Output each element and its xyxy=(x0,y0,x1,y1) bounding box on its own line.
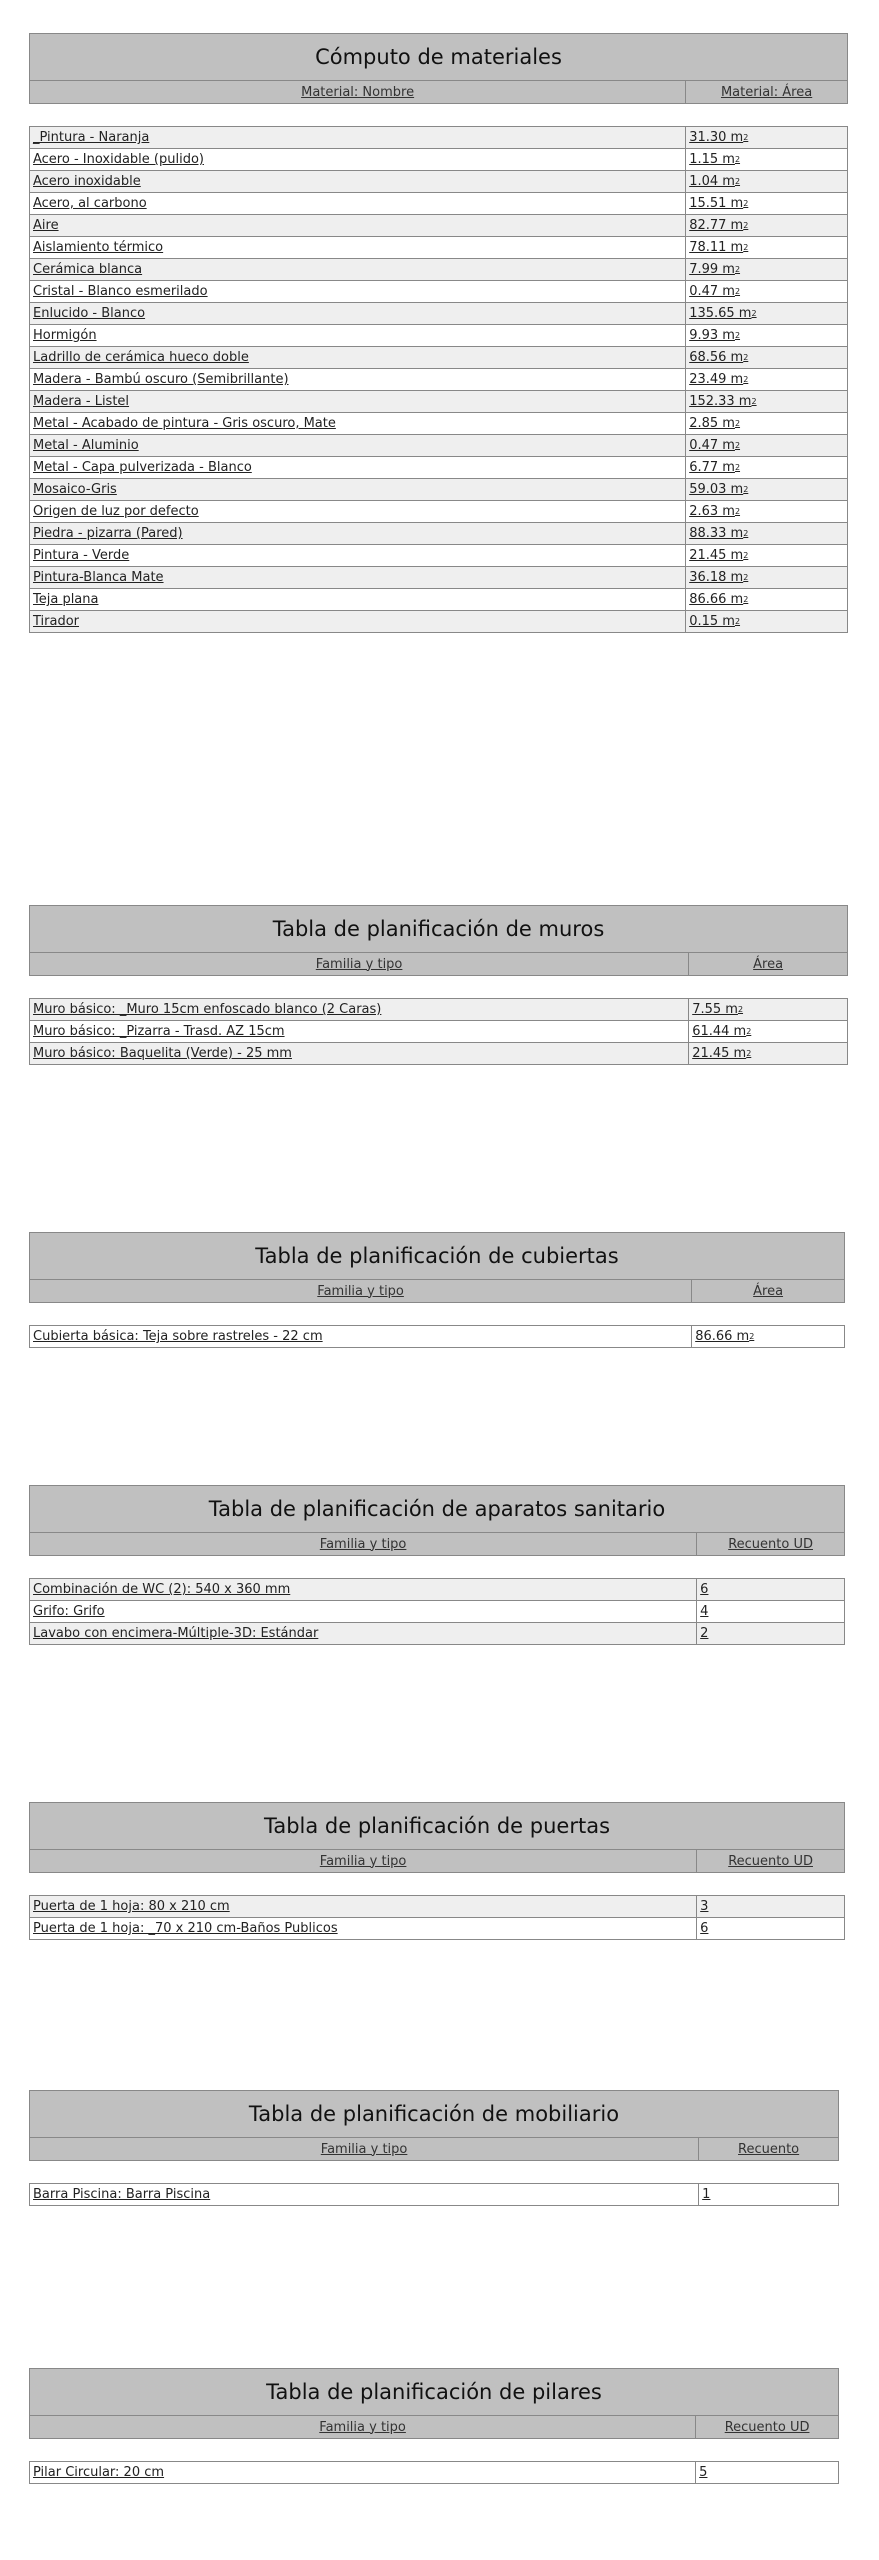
cell-name[interactable]: Lavabo con encimera-Múltiple-3D: Estándar xyxy=(33,1626,319,1641)
cell-value[interactable]: 82.77 m 2 xyxy=(685,215,847,236)
cell-value[interactable]: 31.30 m 2 xyxy=(685,127,847,148)
column-header-name[interactable]: Material: Nombre xyxy=(301,84,415,100)
table-row[interactable] xyxy=(30,435,847,457)
cell-name[interactable]: Teja plana xyxy=(33,592,99,607)
table-row[interactable] xyxy=(30,1896,844,1918)
cell-name[interactable]: Combinación de WC (2): 540 x 360 mm xyxy=(33,1582,291,1597)
schedule-rows xyxy=(29,2183,839,2206)
table-row[interactable] xyxy=(30,2184,838,2206)
cell-name[interactable]: Cubierta básica: Teja sobre rastreles - 22 cm xyxy=(33,1329,323,1344)
column-header-value[interactable]: Material: Área xyxy=(685,81,847,103)
schedule-doors xyxy=(29,1802,845,1940)
cell-name[interactable]: Acero, al carbono xyxy=(33,196,147,211)
cell-value[interactable]: 2.85 m 2 xyxy=(685,413,847,434)
cell-name[interactable]: Grifo: Grifo xyxy=(33,1604,105,1619)
cell-value[interactable]: 0.47 m 2 xyxy=(685,435,847,456)
table-row[interactable] xyxy=(30,2462,838,2484)
cell-value[interactable]: 78.11 m 2 xyxy=(685,237,847,258)
cell-value[interactable]: 135.65 m 2 xyxy=(685,303,847,324)
column-header-value[interactable]: Área xyxy=(691,1280,844,1302)
schedule-plumbing xyxy=(29,1485,845,1645)
cell-value[interactable]: 6.77 m 2 xyxy=(685,457,847,478)
cell-value[interactable]: 21.45 m 2 xyxy=(688,1043,847,1064)
schedule-header xyxy=(29,2138,839,2161)
schedule-rows xyxy=(29,1325,845,1348)
table-row[interactable] xyxy=(30,1579,844,1601)
cell-value[interactable]: 2 xyxy=(696,1623,844,1644)
schedule-rows xyxy=(29,1578,845,1645)
cell-name[interactable]: Origen de luz por defecto xyxy=(33,504,199,519)
table-row[interactable] xyxy=(30,1601,844,1623)
schedule-furniture xyxy=(29,2090,839,2206)
cell-value[interactable]: 6 xyxy=(696,1579,844,1600)
cell-name[interactable]: Tirador xyxy=(33,614,80,629)
cell-name[interactable]: Puerta de 1 hoja: _70 x 210 cm-Baños Publicos xyxy=(33,1921,338,1936)
schedule-title: Tabla de planificación de mobiliario xyxy=(29,2090,839,2138)
column-header-value[interactable]: Recuento UD xyxy=(695,2416,838,2438)
column-header-value[interactable]: Recuento UD xyxy=(696,1533,844,1555)
table-row[interactable] xyxy=(30,1326,844,1348)
table-row[interactable] xyxy=(30,347,847,369)
column-header-value[interactable]: Recuento UD xyxy=(696,1850,844,1872)
table-row[interactable] xyxy=(30,589,847,611)
table-row[interactable] xyxy=(30,193,847,215)
schedule-header xyxy=(29,81,848,104)
cell-value[interactable]: 36.18 m 2 xyxy=(685,567,847,588)
cell-value[interactable]: 1.15 m 2 xyxy=(685,149,847,170)
schedule-title: Tabla de planificación de pilares xyxy=(29,2368,839,2416)
cell-value[interactable]: 4 xyxy=(696,1601,844,1622)
cell-name[interactable]: Metal - Capa pulverizada - Blanco xyxy=(33,460,252,475)
cell-value[interactable]: 152.33 m 2 xyxy=(685,391,847,412)
column-header-name[interactable]: Familia y tipo xyxy=(315,956,403,972)
table-row[interactable] xyxy=(30,1623,844,1645)
column-header-name[interactable]: Familia y tipo xyxy=(319,1536,407,1552)
cell-name[interactable]: Muro básico: _Muro 15cm enfoscado blanco (2 Caras) xyxy=(33,1002,382,1017)
cell-value[interactable]: 21.45 m 2 xyxy=(685,545,847,566)
cell-value[interactable]: 86.66 m 2 xyxy=(691,1326,844,1347)
cell-value[interactable]: 6 xyxy=(696,1918,844,1939)
cell-name[interactable]: Acero - Inoxidable (pulido) xyxy=(33,152,204,167)
schedule-header xyxy=(29,2416,839,2439)
cell-name[interactable]: Madera - Listel xyxy=(33,394,130,409)
schedule-rows xyxy=(29,998,848,1065)
cell-name[interactable]: Piedra - pizarra (Pared) xyxy=(33,526,183,541)
column-header-name[interactable]: Familia y tipo xyxy=(319,1853,407,1869)
table-row[interactable] xyxy=(30,325,847,347)
cell-value[interactable]: 88.33 m 2 xyxy=(685,523,847,544)
schedule-title: Tabla de planificación de cubiertas xyxy=(29,1232,845,1280)
cell-value[interactable]: 15.51 m 2 xyxy=(685,193,847,214)
table-row[interactable] xyxy=(30,413,847,435)
schedule-header xyxy=(29,1533,845,1556)
table-row[interactable] xyxy=(30,1918,844,1940)
schedule-rows xyxy=(29,2461,839,2484)
cell-name[interactable]: Pilar Circular: 20 cm xyxy=(33,2465,165,2480)
cell-name[interactable]: Acero inoxidable xyxy=(33,174,141,189)
table-row[interactable] xyxy=(30,303,847,325)
table-row[interactable] xyxy=(30,567,847,589)
column-header-name[interactable]: Familia y tipo xyxy=(320,2141,408,2157)
schedule-title: Tabla de planificación de muros xyxy=(29,905,848,953)
cell-name[interactable]: Metal - Acabado de pintura - Gris oscuro, Mate xyxy=(33,416,336,431)
schedule-title: Tabla de planificación de puertas xyxy=(29,1802,845,1850)
cell-value[interactable]: 2.63 m 2 xyxy=(685,501,847,522)
cell-value[interactable]: 9.93 m 2 xyxy=(685,325,847,346)
cell-name[interactable]: Aire xyxy=(33,218,59,233)
cell-name[interactable]: Barra Piscina: Barra Piscina xyxy=(33,2187,211,2202)
cell-value[interactable]: 61.44 m 2 xyxy=(688,1021,847,1042)
table-row[interactable] xyxy=(30,391,847,413)
table-row[interactable] xyxy=(30,237,847,259)
cell-name[interactable]: Pintura - Verde xyxy=(33,548,130,563)
cell-value[interactable]: 68.56 m 2 xyxy=(685,347,847,368)
cell-value[interactable]: 59.03 m 2 xyxy=(685,479,847,500)
table-row[interactable] xyxy=(30,1043,847,1065)
cell-value[interactable]: 7.55 m 2 xyxy=(688,999,847,1020)
cell-value[interactable]: 7.99 m 2 xyxy=(685,259,847,280)
cell-value[interactable]: 1 xyxy=(698,2184,838,2205)
cell-name[interactable]: Puerta de 1 hoja: 80 x 210 cm xyxy=(33,1899,230,1914)
cell-value[interactable]: 23.49 m 2 xyxy=(685,369,847,390)
schedule-header xyxy=(29,1850,845,1873)
cell-name[interactable]: Pintura-Blanca Mate xyxy=(33,570,164,585)
table-row[interactable] xyxy=(30,281,847,303)
table-row[interactable] xyxy=(30,215,847,237)
cell-name[interactable]: Madera - Bambú oscuro (Semibrillante) xyxy=(33,372,289,387)
cell-value[interactable]: 86.66 m 2 xyxy=(685,589,847,610)
cell-name[interactable]: Cerámica blanca xyxy=(33,262,143,277)
schedule-rows xyxy=(29,126,848,633)
column-header-value[interactable]: Área xyxy=(688,953,847,975)
cell-name[interactable]: Muro básico: _Pizarra - Trasd. AZ 15cm xyxy=(33,1024,285,1039)
cell-name[interactable]: Hormigón xyxy=(33,328,97,343)
schedule-title: Cómputo de materiales xyxy=(29,33,848,81)
cell-value[interactable]: 5 xyxy=(695,2462,838,2483)
table-row[interactable] xyxy=(30,501,847,523)
cell-name[interactable]: Ladrillo de cerámica hueco doble xyxy=(33,350,249,365)
schedule-columns xyxy=(29,2368,839,2484)
table-row[interactable] xyxy=(30,259,847,281)
cell-value[interactable]: 0.15 m 2 xyxy=(685,611,847,632)
schedule-rows xyxy=(29,1895,845,1940)
table-row[interactable] xyxy=(30,171,847,193)
cell-name[interactable]: Aislamiento térmico xyxy=(33,240,164,255)
table-row[interactable] xyxy=(30,545,847,567)
cell-name[interactable]: _Pintura - Naranja xyxy=(33,130,150,145)
cell-name[interactable]: Metal - Aluminio xyxy=(33,438,139,453)
column-header-name[interactable]: Familia y tipo xyxy=(319,2419,406,2435)
cell-value[interactable]: 1.04 m 2 xyxy=(685,171,847,192)
schedule-materials xyxy=(29,33,848,633)
column-header-name[interactable]: Familia y tipo xyxy=(317,1283,404,1299)
schedule-roofs xyxy=(29,1232,845,1348)
schedule-header xyxy=(29,1280,845,1303)
table-row[interactable] xyxy=(30,479,847,501)
table-row[interactable] xyxy=(30,611,847,633)
cell-value[interactable]: 0.47 m 2 xyxy=(685,281,847,302)
column-header-value[interactable]: Recuento xyxy=(698,2138,838,2160)
table-row[interactable] xyxy=(30,369,847,391)
cell-value[interactable]: 3 xyxy=(696,1896,844,1917)
cell-name[interactable]: Mosaico-Gris xyxy=(33,482,117,497)
schedule-title: Tabla de planificación de aparatos sanitario xyxy=(29,1485,845,1533)
table-row[interactable] xyxy=(30,149,847,171)
table-row[interactable] xyxy=(30,523,847,545)
cell-name[interactable]: Enlucido - Blanco xyxy=(33,306,146,321)
table-row[interactable] xyxy=(30,1021,847,1043)
table-row[interactable] xyxy=(30,999,847,1021)
cell-name[interactable]: Cristal - Blanco esmerilado xyxy=(33,284,208,299)
table-row[interactable] xyxy=(30,457,847,479)
schedule-walls xyxy=(29,905,848,1065)
cell-name[interactable]: Muro básico: Baquelita (Verde) - 25 mm xyxy=(33,1046,292,1061)
schedule-header xyxy=(29,953,848,976)
table-row[interactable] xyxy=(30,127,847,149)
